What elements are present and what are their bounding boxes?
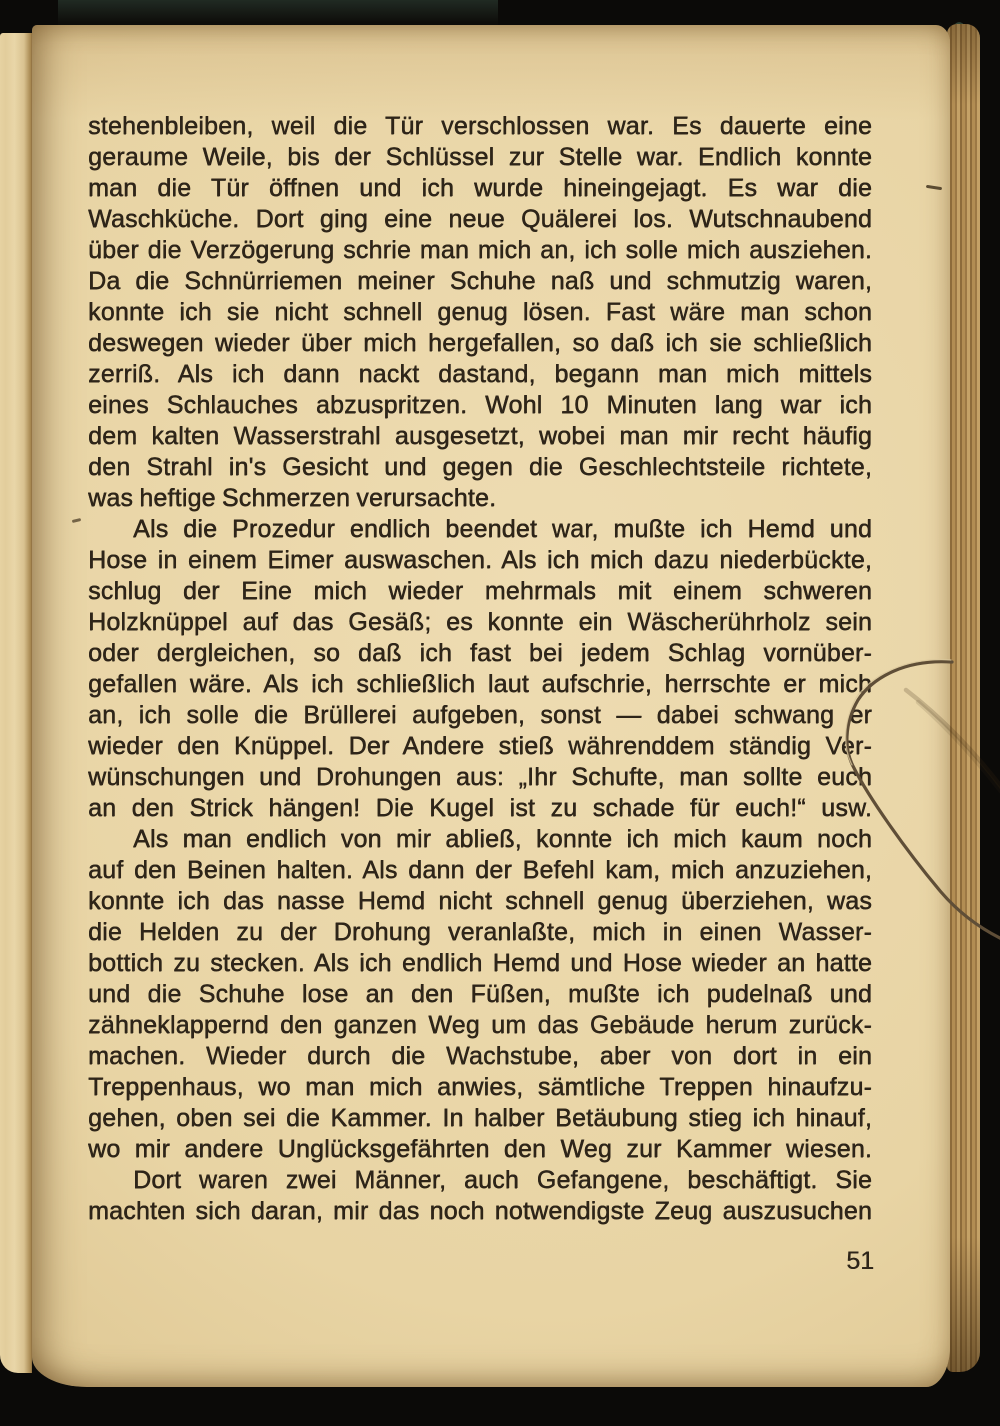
text-line: Hose in einem Eimer auswaschen. Als ich mich dazu niederbückte, bbox=[88, 546, 872, 574]
text-line: Holzknüppel auf das Gesäß; es konnte ein Wäscherührholz sein bbox=[88, 608, 872, 636]
book-page bbox=[32, 25, 950, 1387]
text-line: Waschküche. Dort ging eine neue Quälerei los. Wutschnaubend bbox=[88, 205, 872, 233]
text-line: deswegen wieder über mich hergefallen, so daß ich sie schließlich bbox=[88, 329, 872, 357]
text-line: oder dergleichen, so daß ich fast bei jedem Schlag vornüber- bbox=[88, 639, 872, 667]
text-line: konnte ich sie nicht schnell genug lösen. Fast wäre man schon bbox=[88, 298, 872, 326]
text-line: machen. Wieder durch die Wachstube, aber von dort in ein bbox=[88, 1042, 872, 1070]
text-line: und die Schuhe lose an den Füßen, mußte ich pudelnaß und bbox=[88, 980, 872, 1008]
paragraph bbox=[88, 1165, 872, 1227]
text-line: was heftige Schmerzen verursachte. bbox=[88, 484, 497, 512]
paragraph bbox=[88, 824, 872, 1165]
text-line: zähneklappernd den ganzen Weg um das Gebäude herum zurück- bbox=[88, 1011, 872, 1039]
text-line: wieder den Knüppel. Der Andere stieß währenddem ständig Ver- bbox=[88, 732, 872, 760]
text-line: stehenbleiben, weil die Tür verschlossen war. Es dauerte eine bbox=[88, 112, 872, 140]
text-line: gehen, oben sei die Kammer. In halber Betäubung stieg ich hinauf, bbox=[88, 1104, 872, 1132]
text-line: Als die Prozedur endlich beendet war, mußte ich Hemd und bbox=[133, 515, 872, 543]
text-line: wo mir andere Unglücksgefährten den Weg zur Kammer wiesen. bbox=[88, 1135, 872, 1163]
text-line: über die Verzögerung schrie man mich an, ich solle mich ausziehen. bbox=[88, 236, 872, 264]
book-cover-edge bbox=[58, 0, 498, 27]
paragraph bbox=[88, 514, 872, 824]
page-number: 51 bbox=[846, 1247, 874, 1275]
text-line: man die Tür öffnen und ich wurde hineingejagt. Es war die bbox=[88, 174, 872, 202]
text-line: wünschungen und Drohungen aus: „Ihr Schufte, man sollte euch bbox=[88, 763, 872, 791]
text-line: zerriß. Als ich dann nackt dastand, begann man mich mittels bbox=[88, 360, 872, 388]
text-line: den Strahl in's Gesicht und gegen die Geschlechtsteile richtete, bbox=[88, 453, 872, 481]
text-line: die Helden zu der Drohung veranlaßte, mich in einen Wasser- bbox=[88, 918, 872, 946]
text-line: dem kalten Wasserstrahl ausgesetzt, wobei man mir recht häufig bbox=[88, 422, 872, 450]
text-line: an, ich solle die Brüllerei aufgeben, sonst — dabei schwang er bbox=[88, 701, 872, 729]
text-line: Dort waren zwei Männer, auch Gefangene, beschäftigt. Sie bbox=[133, 1166, 872, 1194]
text-line: schlug der Eine mich wieder mehrmals mit einem schweren bbox=[88, 577, 872, 605]
text-line: geraume Weile, bis der Schlüssel zur Stelle war. Endlich konnte bbox=[88, 143, 872, 171]
text-line: auf den Beinen halten. Als dann der Befehl kam, mich anzuziehen, bbox=[88, 856, 872, 884]
text-line: machten sich daran, mir das noch notwendigste Zeug auszusuchen bbox=[88, 1197, 872, 1225]
paragraph bbox=[88, 111, 872, 514]
text-line: bottich zu stecken. Als ich endlich Hemd und Hose wieder an hatte bbox=[88, 949, 872, 977]
text-line: konnte ich das nasse Hemd nicht schnell genug überziehen, was bbox=[88, 887, 872, 915]
text-block bbox=[88, 111, 872, 1227]
facing-page-edge bbox=[0, 33, 32, 1373]
text-line: eines Schlauches abzuspritzen. Wohl 10 Minuten lang war ich bbox=[88, 391, 872, 419]
text-line: gefallen wäre. Als ich schließlich laut aufschrie, herrschte er mich bbox=[88, 670, 872, 698]
page-stack-edges bbox=[947, 24, 980, 1372]
text-line: Treppenhaus, wo man mich anwies, sämtliche Treppen hinaufzu- bbox=[88, 1073, 872, 1101]
text-line: Da die Schnürriemen meiner Schuhe naß und schmutzig waren, bbox=[88, 267, 872, 295]
text-line: an den Strick hängen! Die Kugel ist zu schade für euch!“ usw. bbox=[88, 794, 872, 822]
text-line: Als man endlich von mir abließ, konnte ich mich kaum noch bbox=[133, 825, 872, 853]
